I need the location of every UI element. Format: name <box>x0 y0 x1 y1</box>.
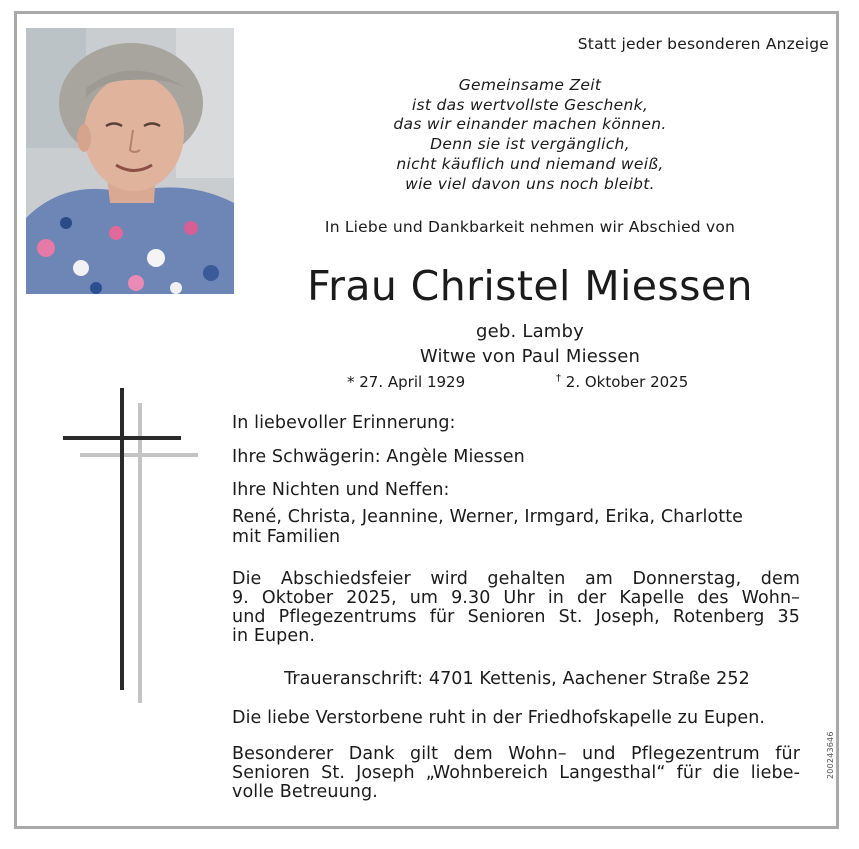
poem-line: Gemeinsame Zeit <box>458 76 602 94</box>
death-date-block <box>556 373 688 391</box>
sister-in-law: Ihre Schwägerin: Angèle Miessen <box>232 447 525 467</box>
nieces-nephews-heading: Ihre Nichten und Neffen: <box>232 480 450 500</box>
nieces-nephews-names: René, Christa, Jeannine, Werner, Irmgard, Erika, Charlotte <box>232 507 744 527</box>
remembrance-heading: In liebevoller Erinnerung: <box>232 413 456 433</box>
thanks-line: Besonderer Dank gilt dem Wohn– und Pflegezentrum für <box>232 744 800 764</box>
birth-date: * 27. April 1929 <box>347 373 466 391</box>
poem-line: Denn sie ist vergänglich, <box>430 135 630 154</box>
nieces-nephews-families: mit Familien <box>232 527 341 547</box>
resting-place: Die liebe Verstorbene ruht in der Friedhofskapelle zu Eupen. <box>232 708 766 728</box>
poem-line: nicht käuflich und niemand weiß, <box>396 154 664 173</box>
death-dagger: † <box>556 373 561 384</box>
mourning-address: Traueranschrift: 4701 Kettenis, Aachener Straße 252 <box>284 669 750 689</box>
poem-line: ist das wertvollste Geschenk, <box>411 95 649 114</box>
cross-icon <box>60 385 200 709</box>
widow-of: Witwe von Paul Miessen <box>419 346 641 367</box>
poem <box>260 76 800 194</box>
poem-line: wie viel davon uns noch bleibt. <box>405 174 655 193</box>
maiden-name: geb. Lamby <box>475 321 585 342</box>
poem-line: das wir einander machen können. <box>393 115 667 134</box>
thanks-line: volle Betreuung. <box>232 782 378 802</box>
ceremony-line: in Eupen. <box>232 626 316 646</box>
ad-id: 200243646 <box>826 731 835 779</box>
header-note: Statt jeder besonderen Anzeige <box>577 35 829 53</box>
thanks-line: Senioren St. Joseph „Wohnbereich Langesthal“ für die liebe- <box>232 763 800 783</box>
ceremony-line: 9. Oktober 2025, um 9.30 Uhr in der Kapelle des Wohn– <box>232 588 800 608</box>
portrait-photo <box>26 28 234 294</box>
thanks-block <box>232 745 800 802</box>
farewell-line: In Liebe und Dankbarkeit nehmen wir Abschied von <box>324 218 736 236</box>
death-date: 2. Oktober 2025 <box>565 373 689 391</box>
ceremony-line: und Pflegezentrums für Senioren St. Joseph, Rotenberg 35 <box>232 607 800 627</box>
ceremony-block <box>232 570 800 646</box>
deceased-name: Frau Christel Miessen <box>307 262 753 310</box>
ceremony-line: Die Abschiedsfeier wird gehalten am Donnerstag, dem <box>232 569 800 589</box>
